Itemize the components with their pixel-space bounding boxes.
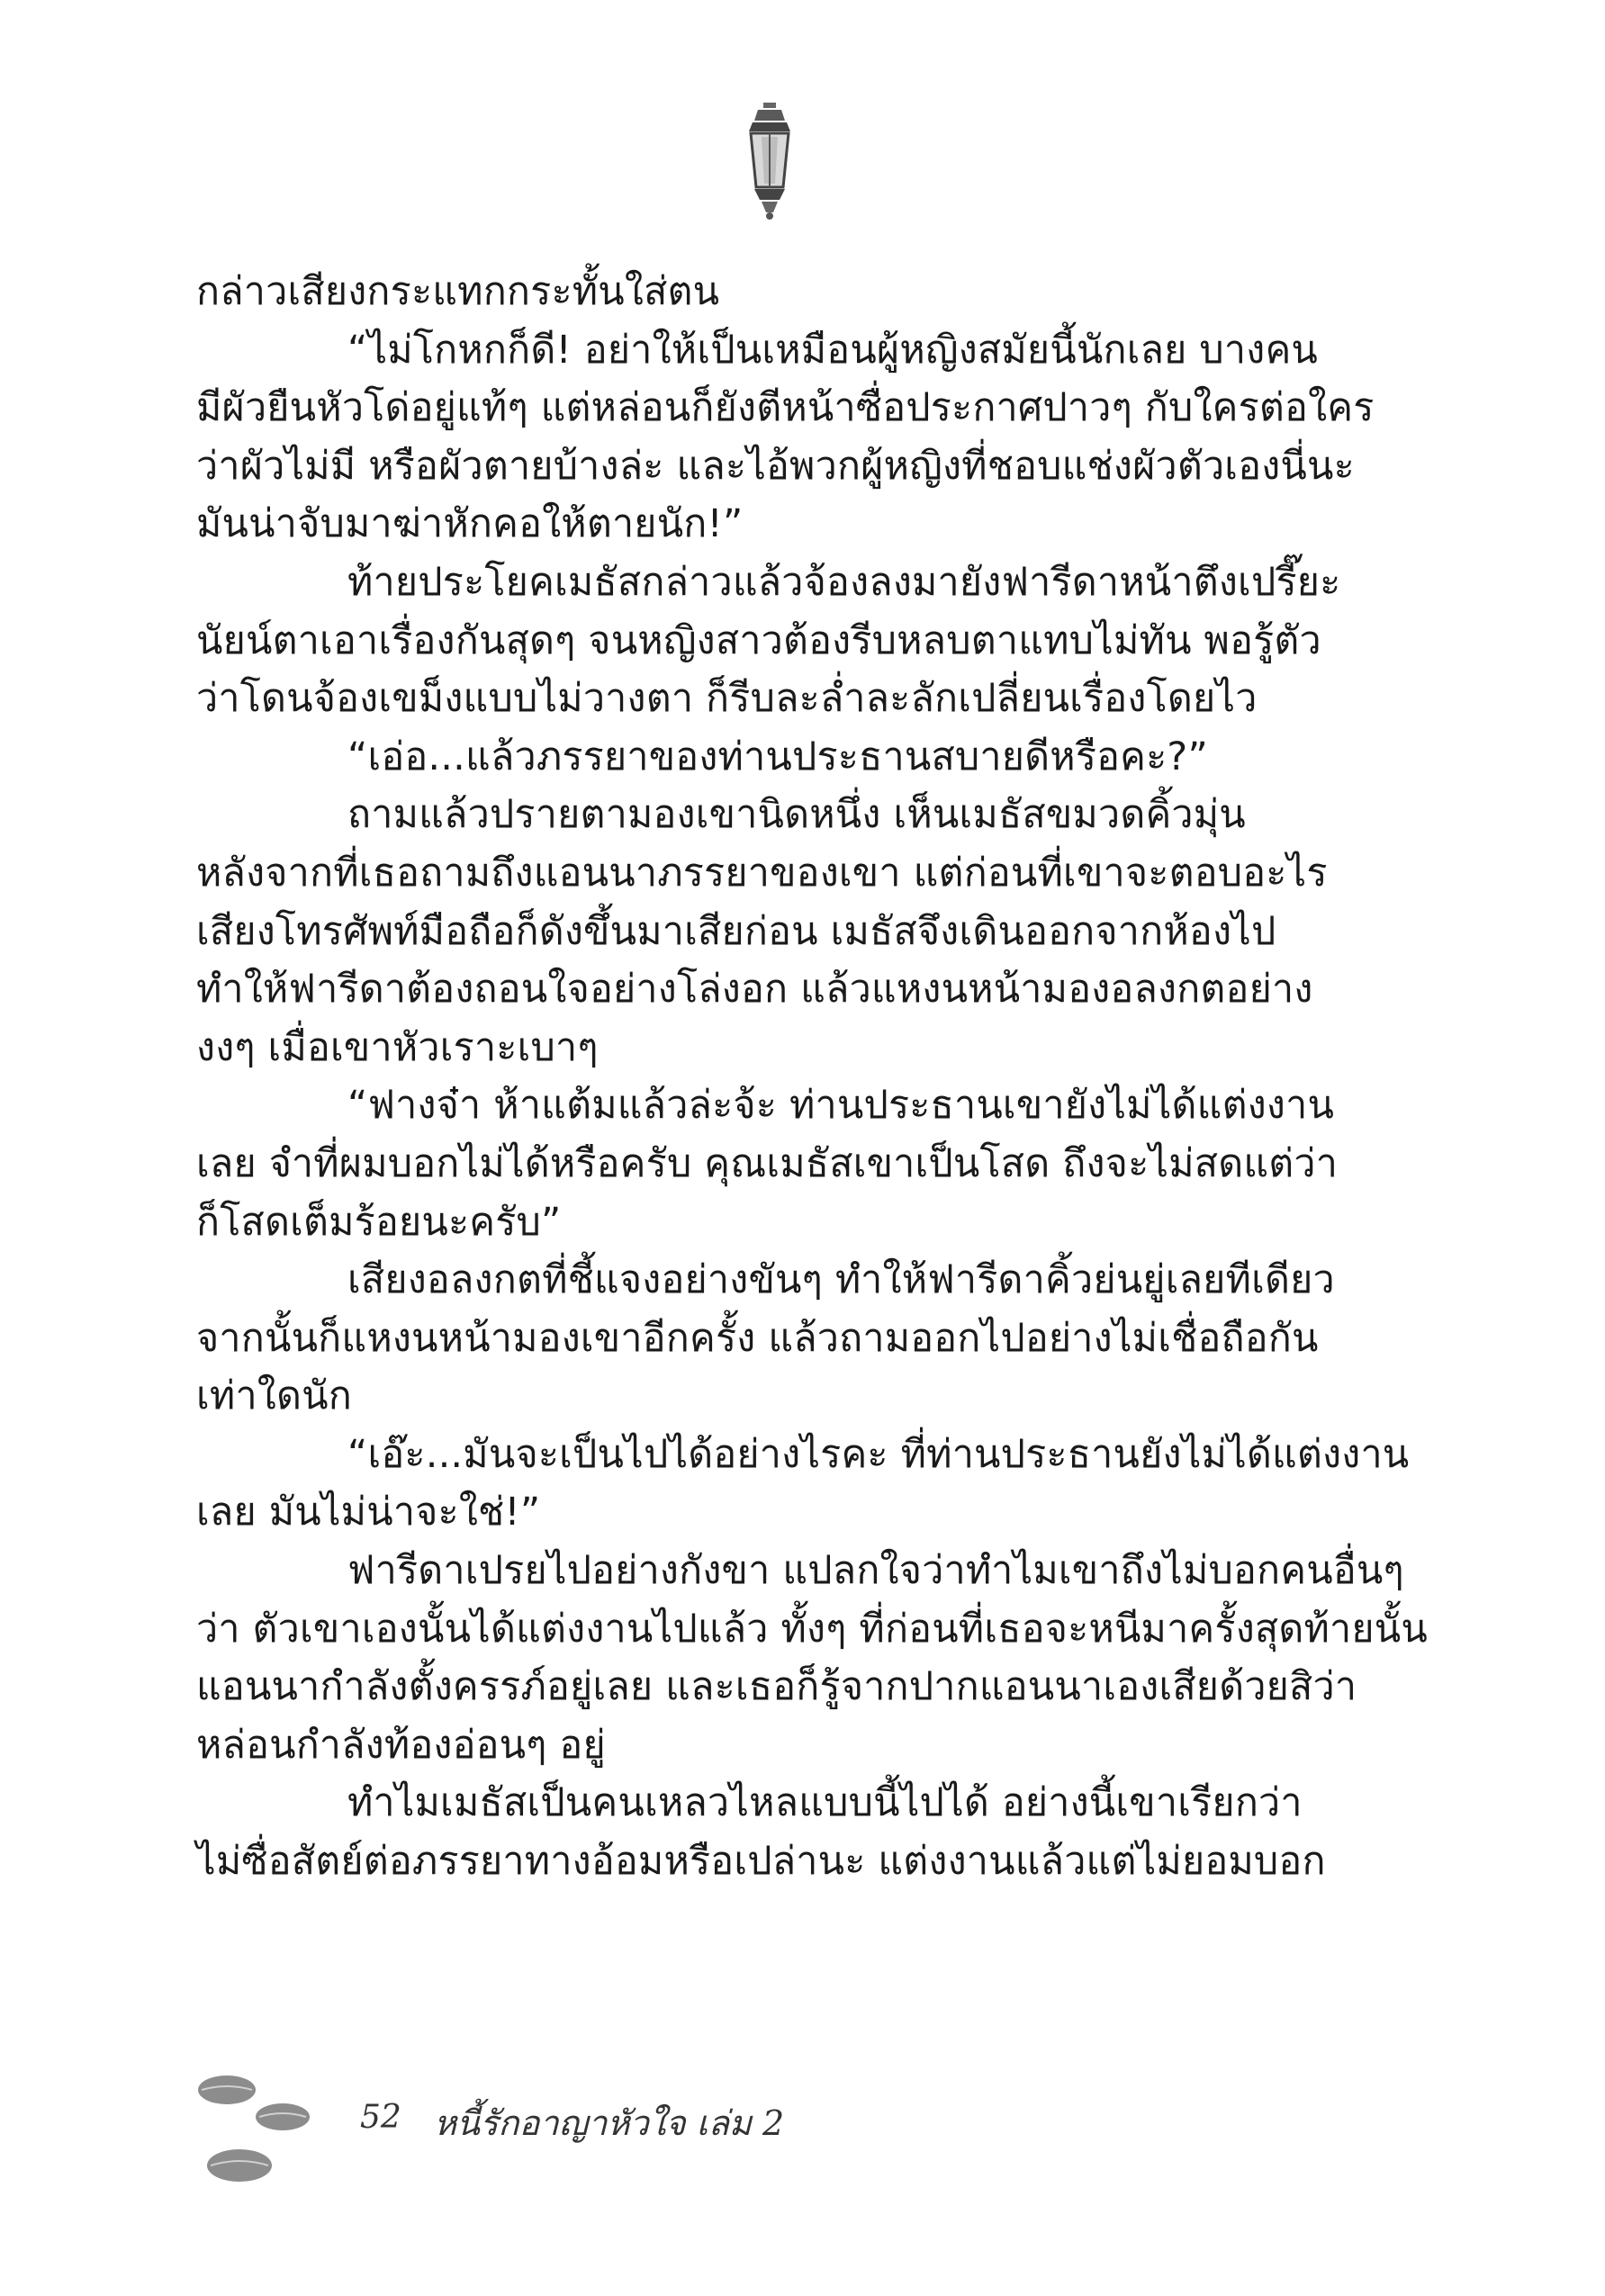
text-line: ถามแล้วปรายตามองเขานิดหนึ่ง เห็นเมธัสขมวดคิ้วมุ่น xyxy=(347,792,1246,838)
text-line: เท่าใดนัก xyxy=(196,1373,352,1419)
text-line: มีผัวยืนหัวโด่อยู่แท้ๆ แต่หล่อนก็ยังตีหน้าซื่อประกาศปาวๆ กับใครต่อใคร xyxy=(196,385,1375,431)
text-line: ไม่ซื่อสัตย์ต่อภรรยาทางอ้อมหรือเปล่านะ แต่งงานแล้วแต่ไม่ยอมบอก xyxy=(196,1839,1326,1885)
page-footer xyxy=(189,2061,999,2196)
text-line: เลย มันไม่น่าจะใช่!” xyxy=(196,1490,541,1535)
lips-icon xyxy=(189,2061,351,2196)
book-title: หนี้รักอาญาหัวใจ เล่ม 2 xyxy=(434,2103,785,2143)
text-line: เสียงโทรศัพท์มือถือก็ดังขึ้นมาเสียก่อน เมธัสจึงเดินออกจากห้องไป xyxy=(196,908,1276,954)
text-line: “เอ๊ะ...มันจะเป็นไปได้อย่างไรคะ ที่ท่านประธานยังไม่ได้แต่งงาน xyxy=(347,1431,1410,1477)
text-line: ท้ายประโยคเมธัสกล่าวแล้วจ้องลงมายังฟารีดาหน้าตึงเปรี๊ยะ xyxy=(347,559,1341,605)
text-line: ทำให้ฟารีดาต้องถอนใจอย่างโล่งอก แล้วแหงนหน้ามองอลงกตอย่าง xyxy=(196,967,1313,1013)
text-line: ว่าโดนจ้องเขม็งแบบไม่วางตา ก็รีบละล่ำละลักเปลี่ยนเรื่องโดยไว xyxy=(196,676,1258,722)
text-line: จากนั้นก็แหงนหน้ามองเขาอีกครั้ง แล้วถามออกไปอย่างไม่เชื่อถือกัน xyxy=(196,1315,1319,1361)
text-line: งงๆ เมื่อเขาหัวเราะเบาๆ xyxy=(196,1024,599,1070)
text-line: “ไม่โกหกก็ดี! อย่าให้เป็นเหมือนผู้หญิงสมัยนี้นักเลย บางคน xyxy=(347,327,1319,373)
text-line: ว่าผัวไม่มี หรือผัวตายบ้างล่ะ และไอ้พวกผู้หญิงที่ชอบแช่งผัวตัวเองนี่นะ xyxy=(196,443,1355,489)
page-number: 52 xyxy=(360,2099,401,2136)
text-line: ทำไมเมธัสเป็นคนเหลวไหลแบบนี้ไปได้ อย่างนี้เขาเรียกว่า xyxy=(347,1780,1303,1826)
text-line: หลังจากที่เธอถามถึงแอนนาภรรยาของเขา แต่ก่อนที่เขาจะตอบอะไร xyxy=(196,850,1328,896)
text-line: เลย จำที่ผมบอกไม่ได้หรือครับ คุณเมธัสเขาเป็นโสด ถึงจะไม่สดแต่ว่า xyxy=(196,1140,1339,1186)
text-line: แอนนากำลังตั้งครรภ์อยู่เลย และเธอก็รู้จากปากแอนนาเองเสียด้วยสิว่า xyxy=(196,1664,1357,1710)
body-text xyxy=(196,263,1428,1891)
text-line: หล่อนกำลังท้องอ่อนๆ อยู่ xyxy=(196,1722,606,1768)
text-line: มันน่าจับมาฆ่าหักคอให้ตายนัก!” xyxy=(196,501,744,547)
text-line: ว่า ตัวเขาเองนั้นได้แต่งงานไปแล้ว ทั้งๆ ที่ก่อนที่เธอจะหนีมาครั้งสุดท้ายนั้น xyxy=(196,1606,1428,1652)
text-line: กล่าวเสียงกระแทกกระทั้นใส่ตน xyxy=(196,269,720,314)
text-line: ฟารีดาเปรยไปอย่างกังขา แปลกใจว่าทำไมเขาถึงไม่บอกคนอื่นๆ xyxy=(347,1548,1404,1594)
text-line: นัยน์ตาเอาเรื่องกันสุดๆ จนหญิงสาวต้องรีบหลบตาแทบไม่ทัน พอรู้ตัว xyxy=(196,617,1321,663)
text-line: ก็โสดเต็มร้อยนะครับ” xyxy=(196,1199,562,1245)
text-line: “เอ่อ...แล้วภรรยาของท่านประธานสบายดีหรือคะ?” xyxy=(347,734,1208,779)
text-line: “ฟางจ๋า ห้าแต้มแล้วล่ะจ้ะ ท่านประธานเขายังไม่ได้แต่งงาน xyxy=(347,1083,1335,1129)
lantern-icon xyxy=(735,101,805,222)
text-line: เสียงอลงกตที่ชี้แจงอย่างขันๆ ทำให้ฟารีดาคิ้วย่นยู่เลยทีเดียว xyxy=(347,1257,1335,1303)
